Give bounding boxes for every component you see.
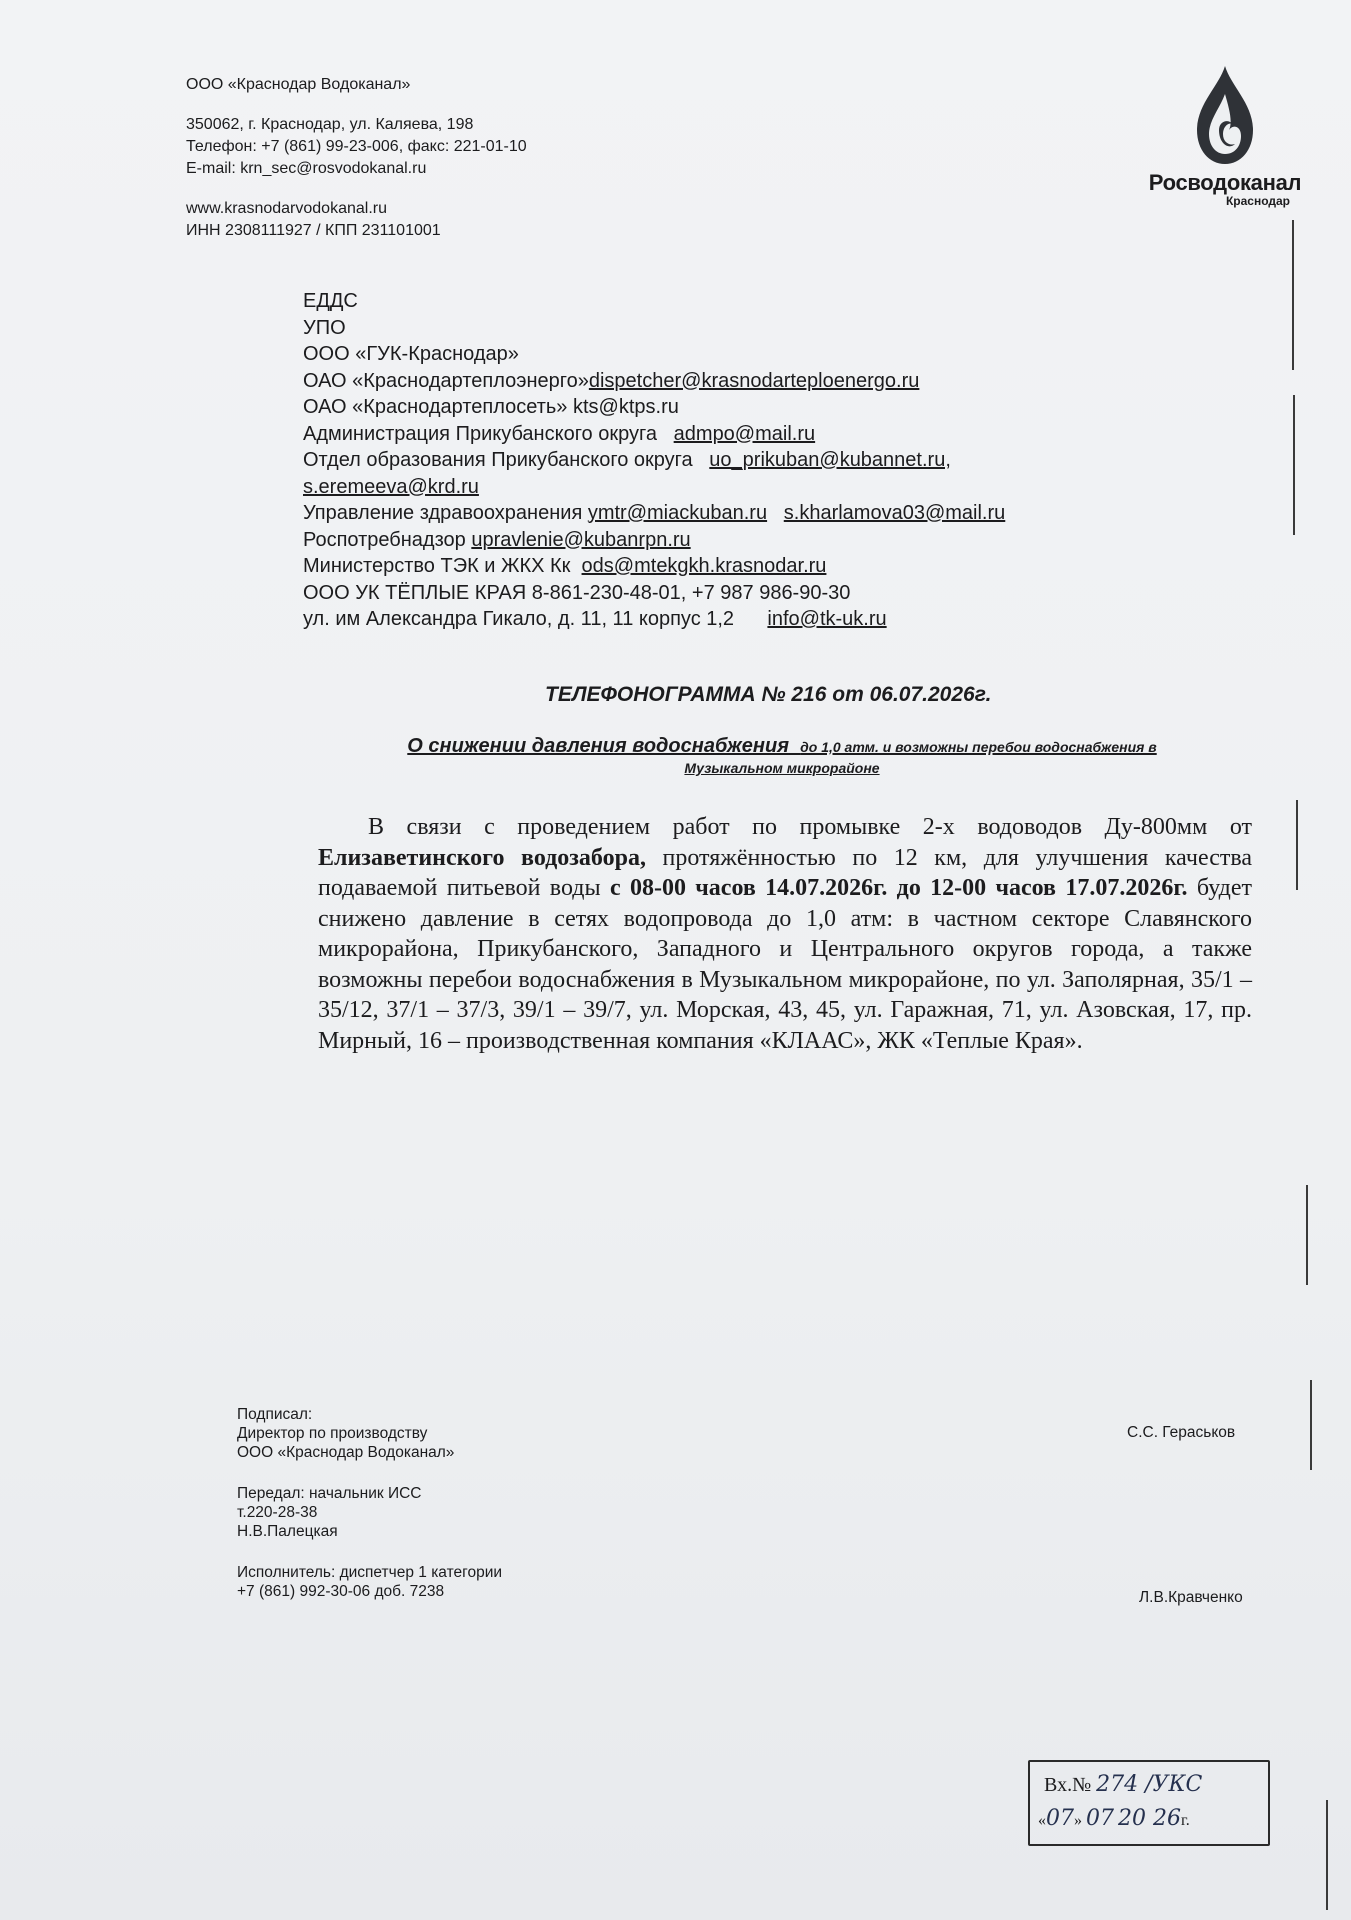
- recipient: ОАО «Краснодартеплоэнерго»dispetcher@krasnodarteploenergo.ru: [303, 369, 920, 392]
- stamp-label: Вх.№: [1044, 1774, 1092, 1796]
- recipients-list: [303, 288, 1123, 633]
- passed-by: Передал: начальник ИСС: [237, 1485, 422, 1502]
- document-title: ТЕЛЕФОНОГРАММА № 216 от 06.07.2026г.: [545, 683, 992, 706]
- recipient: [303, 474, 1123, 501]
- incoming-stamp: Вх.№ 274 /УКС «07» 07 20 26г.: [1028, 1760, 1270, 1846]
- signed-role: Директор по производству: [237, 1425, 428, 1442]
- recipient-email[interactable]: dispetcher@krasnodarteploenergo.ru: [588, 369, 920, 392]
- sender-org: ООО «Краснодар Водоканал»: [186, 76, 411, 93]
- sender-website: www.krasnodarvodokanal.ru: [186, 200, 387, 217]
- recipient: Роспотребнадзор upravlenie@kubanrpn.ru: [303, 528, 691, 551]
- recipient-email[interactable]: s.kharlamova03@mail.ru: [783, 502, 1006, 524]
- recipient: Администрация Прикубанского округа admpo@mail.ru: [303, 422, 816, 445]
- logo-city: Краснодар: [1225, 194, 1290, 208]
- recipient-email[interactable]: ymtr@miackuban.ru: [587, 502, 768, 524]
- signed-label: Подписал:: [237, 1406, 313, 1423]
- signer-name: С.С. Гераськов: [1127, 1424, 1236, 1441]
- recipient-email[interactable]: admpo@mail.ru: [673, 422, 816, 445]
- document-subject: [322, 735, 1242, 776]
- recipient: Министерство ТЭК и ЖКХ Кк ods@mtekgkh.krasnodar.ru: [303, 555, 827, 577]
- recipient-email[interactable]: s.eremeeva@krd.ru: [303, 475, 479, 498]
- subject-detail: до 1,0 атм. и возможны перебои водоснабжения в: [800, 739, 1157, 755]
- passed-phone: т.220-28-38: [237, 1504, 318, 1521]
- executor: Исполнитель: диспетчер 1 категории: [237, 1564, 503, 1581]
- stamp-month: 07: [1086, 1806, 1114, 1831]
- recipient: ООО «ГУК-Краснодар»: [303, 343, 519, 365]
- executor-name: Л.В.Кравченко: [1139, 1589, 1243, 1606]
- passed-name: Н.В.Палецкая: [237, 1523, 338, 1540]
- subject-line2: Музыкальном микрорайоне: [684, 760, 880, 776]
- stamp-number: 274 /УКС: [1096, 1772, 1203, 1797]
- sender-address: 350062, г. Краснодар, ул. Каляева, 198: [186, 116, 474, 133]
- recipient: УПО: [303, 316, 346, 339]
- logo-brand: Росводоканал: [1148, 170, 1302, 195]
- water-drop-icon: [1189, 64, 1261, 168]
- recipient-email[interactable]: ods@mtekgkh.krasnodar.ru: [581, 555, 827, 577]
- signed-org: ООО «Краснодар Водоканал»: [237, 1444, 455, 1461]
- recipient-email[interactable]: info@tk-uk.ru: [767, 608, 887, 630]
- scan-edge-line: [1292, 220, 1294, 370]
- scan-edge-line: [1326, 1800, 1328, 1910]
- scan-edge-line: [1293, 395, 1295, 535]
- recipient-email[interactable]: kts@ktps.ru: [573, 396, 679, 418]
- scan-edge-line: [1306, 1185, 1308, 1285]
- scan-edge-line: [1310, 1380, 1312, 1470]
- recipient: ОАО «Краснодартеплосеть» kts@ktps.ru: [303, 396, 679, 418]
- sender-email: E-mail: krn_sec@rosvodokanal.ru: [186, 160, 427, 177]
- executor-phone: +7 (861) 992-30-06 доб. 7238: [237, 1583, 445, 1600]
- sender-phone: Телефон: +7 (861) 99-23-006, факс: 221-01-10: [186, 138, 527, 155]
- recipient: ул. им Александра Гикало, д. 11, 11 корпус 1,2 info@tk-uk.ru: [303, 608, 887, 630]
- company-logo: [1140, 64, 1310, 208]
- subject-main: О снижении давления водоснабжения: [407, 735, 789, 757]
- sender-inn: ИНН 2308111927 / КПП 231101001: [186, 222, 441, 239]
- signatures-block: [237, 1405, 737, 1623]
- body-paragraph: В связи с проведением работ по промывке 2-х водоводов Ду-800мм от Елизаветинского водозабора, протяжённостью по 12 км, для улучшения качества подаваемой питьевой воды с 08-00 часов 14.07.2026г. до 12-00 часов 17.07.2026г. будет снижено давление в сетях водопровода до 1,0 атм: в частном секторе Славянского микрорайона, Прикубанского, Западного и Центрального округов города, а также возможны перебои водоснабжения в Музыкальном микрорайоне, по ул. Заполярная, 35/1 – 35/12, 37/1 – 37/3, 39/1 – 39/7, ул. Морская, 43, 45, ул. Гаражная, 71, ул. Азовская, 17, пр. Мирный, 16 – производственная компания «КЛААС», ЖК «Теплые Края».: [318, 814, 1253, 1054]
- recipient: ООО УК ТЁПЛЫЕ КРАЯ 8-861-230-48-01, +7 987 986-90-30: [303, 581, 851, 604]
- stamp-day: 07: [1046, 1806, 1074, 1831]
- recipient-email[interactable]: upravlenie@kubanrpn.ru: [471, 528, 691, 551]
- recipient: ЕДДС: [303, 290, 358, 312]
- scan-edge-line: [1296, 800, 1298, 890]
- recipient: Управление здравоохранения ymtr@miackuban.ru s.kharlamova03@mail.ru: [303, 502, 1006, 524]
- recipient: Отдел образования Прикубанского округа uo_prikuban@kubannet.ru,: [303, 449, 951, 471]
- stamp-year: 20 26: [1118, 1806, 1181, 1831]
- sender-block: [186, 74, 706, 242]
- recipient-email[interactable]: uo_prikuban@kubannet.ru,: [709, 449, 951, 471]
